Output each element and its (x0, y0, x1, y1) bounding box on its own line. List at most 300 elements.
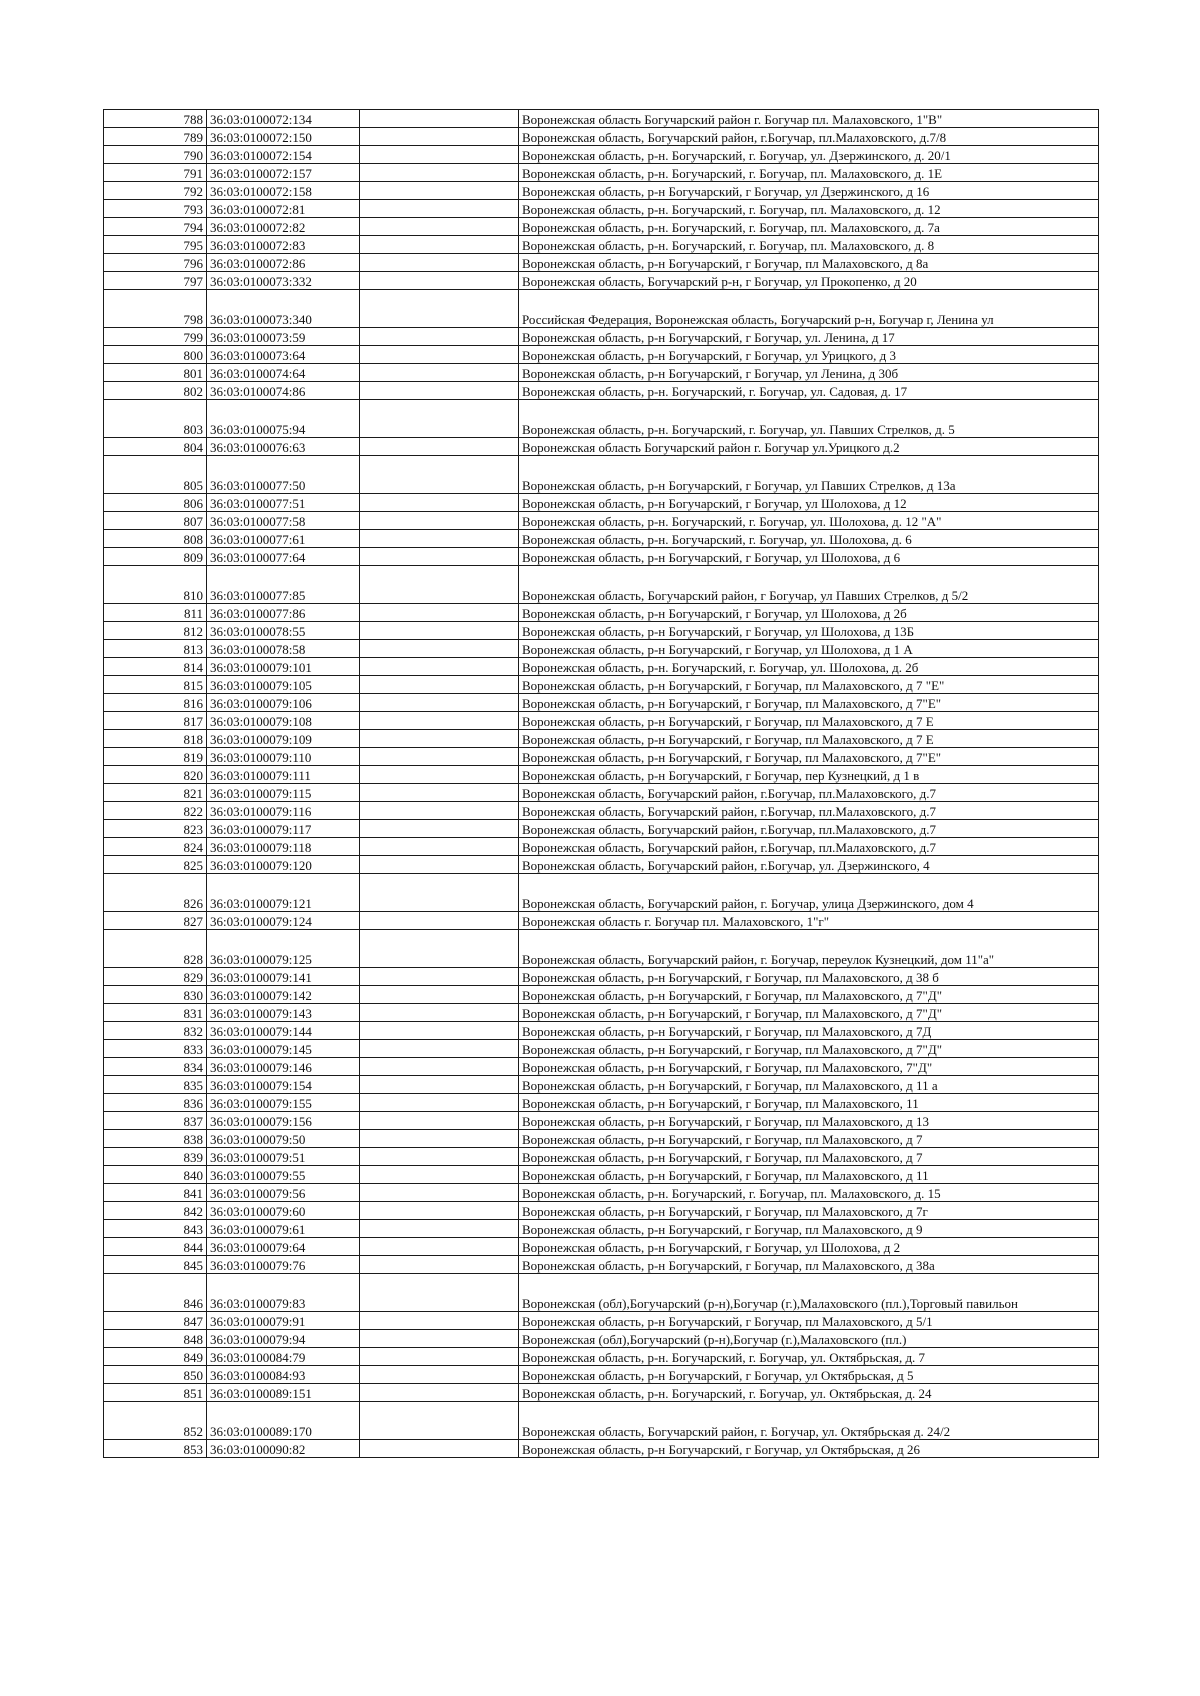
address: Воронежская область, Богучарский район, г.Богучар, ул. Дзержинского, 4 (519, 856, 1099, 874)
table-row (104, 1112, 1099, 1130)
cadastral-number: 36:03:0100072:150 (207, 128, 360, 146)
address: Воронежская область, Богучарский район, г.Богучар, пл.Малаховского, д.7/8 (519, 128, 1099, 146)
table-row (104, 694, 1099, 712)
table-row (104, 164, 1099, 182)
cadastral-number: 36:03:0100079:145 (207, 1040, 360, 1058)
address: Воронежская область, р-н Богучарский, г Богучар, ул. Ленина, д 17 (519, 328, 1099, 346)
table-row (104, 930, 1099, 968)
table-row (104, 438, 1099, 456)
address: Воронежская область, Богучарский район, г.Богучар, пл.Малаховского, д.7 (519, 820, 1099, 838)
row-number: 821 (104, 784, 207, 802)
cadastral-number: 36:03:0100072:83 (207, 236, 360, 254)
cadastral-number: 36:03:0100072:82 (207, 218, 360, 236)
address: Воронежская область, р-н Богучарский, г Богучар, пл Малаховского, д 7"Е" (519, 748, 1099, 766)
address: Воронежская область, Богучарский район, г. Богучар, улица Дзержинского, дом 4 (519, 874, 1099, 912)
cadastral-number: 36:03:0100084:93 (207, 1366, 360, 1384)
cadastral-number: 36:03:0100079:105 (207, 676, 360, 694)
table-row (104, 328, 1099, 346)
empty-cell (360, 364, 519, 382)
cadastral-number: 36:03:0100079:60 (207, 1202, 360, 1220)
table-row (104, 838, 1099, 856)
cadastral-number: 36:03:0100072:81 (207, 200, 360, 218)
empty-cell (360, 456, 519, 494)
table-row (104, 512, 1099, 530)
row-number: 788 (104, 110, 207, 128)
cadastral-number: 36:03:0100072:157 (207, 164, 360, 182)
row-number: 826 (104, 874, 207, 912)
empty-cell (360, 1366, 519, 1384)
cadastral-number: 36:03:0100079:109 (207, 730, 360, 748)
address: Воронежская область, р-н Богучарский, г Богучар, пл Малаховского, д 13 (519, 1112, 1099, 1130)
cadastral-number: 36:03:0100079:115 (207, 784, 360, 802)
address: Воронежская область, Богучарский район, г Богучар, ул Павших Стрелков, д 5/2 (519, 566, 1099, 604)
row-number: 808 (104, 530, 207, 548)
cadastral-number: 36:03:0100077:86 (207, 604, 360, 622)
empty-cell (360, 566, 519, 604)
table-row (104, 382, 1099, 400)
address: Воронежская область, р-н Богучарский, г Богучар, пл Малаховского, д 5/1 (519, 1312, 1099, 1330)
empty-cell (360, 400, 519, 438)
empty-cell (360, 272, 519, 290)
table-row (104, 110, 1099, 128)
table-row (104, 1184, 1099, 1202)
table-row (104, 1238, 1099, 1256)
row-number: 827 (104, 912, 207, 930)
cadastral-number: 36:03:0100073:64 (207, 346, 360, 364)
address: Воронежская область, р-н Богучарский, г Богучар, ул Шолохова, д 2 (519, 1238, 1099, 1256)
row-number: 807 (104, 512, 207, 530)
cadastral-number: 36:03:0100079:144 (207, 1022, 360, 1040)
empty-cell (360, 164, 519, 182)
cadastral-number: 36:03:0100076:63 (207, 438, 360, 456)
address: Воронежская область, Богучарский район, г. Богучар, ул. Октябрьская д. 24/2 (519, 1402, 1099, 1440)
cadastral-number: 36:03:0100079:142 (207, 986, 360, 1004)
table-row (104, 1312, 1099, 1330)
row-number: 832 (104, 1022, 207, 1040)
empty-cell (360, 622, 519, 640)
empty-cell (360, 146, 519, 164)
address: Воронежская область, р-н. Богучарский, г. Богучар, пл. Малаховского, д. 7а (519, 218, 1099, 236)
cadastral-number: 36:03:0100078:55 (207, 622, 360, 640)
address: Воронежская область, р-н Богучарский, г Богучар, ул Шолохова, д 2б (519, 604, 1099, 622)
table-row (104, 640, 1099, 658)
cadastral-number: 36:03:0100079:125 (207, 930, 360, 968)
empty-cell (360, 512, 519, 530)
address: Воронежская область, Богучарский район, г.Богучар, пл.Малаховского, д.7 (519, 838, 1099, 856)
cadastral-number: 36:03:0100077:61 (207, 530, 360, 548)
address: Воронежская область, р-н Богучарский, г Богучар, пл Малаховского, д 11 а (519, 1076, 1099, 1094)
row-number: 850 (104, 1366, 207, 1384)
address: Воронежская область, р-н. Богучарский, г. Богучар, ул. Садовая, д. 17 (519, 382, 1099, 400)
row-number: 820 (104, 766, 207, 784)
empty-cell (360, 802, 519, 820)
table-row (104, 730, 1099, 748)
row-number: 851 (104, 1384, 207, 1402)
row-number: 853 (104, 1440, 207, 1458)
cadastral-number: 36:03:0100077:50 (207, 456, 360, 494)
empty-cell (360, 968, 519, 986)
row-number: 817 (104, 712, 207, 730)
cadastral-number: 36:03:0100079:94 (207, 1330, 360, 1348)
table-row (104, 856, 1099, 874)
table-row (104, 1058, 1099, 1076)
cadastral-number: 36:03:0100079:91 (207, 1312, 360, 1330)
row-number: 790 (104, 146, 207, 164)
empty-cell (360, 218, 519, 236)
row-number: 798 (104, 290, 207, 328)
row-number: 809 (104, 548, 207, 566)
empty-cell (360, 382, 519, 400)
address: Воронежская область, р-н. Богучарский, г. Богучар, пл. Малаховского, д. 12 (519, 200, 1099, 218)
empty-cell (360, 110, 519, 128)
empty-cell (360, 236, 519, 254)
empty-cell (360, 712, 519, 730)
table-row (104, 1440, 1099, 1458)
empty-cell (360, 290, 519, 328)
cadastral-table (103, 109, 1099, 1458)
cadastral-number: 36:03:0100072:86 (207, 254, 360, 272)
empty-cell (360, 874, 519, 912)
row-number: 825 (104, 856, 207, 874)
row-number: 815 (104, 676, 207, 694)
address: Воронежская область, р-н. Богучарский, г. Богучар, ул. Дзержинского, д. 20/1 (519, 146, 1099, 164)
table-row (104, 548, 1099, 566)
table-row (104, 622, 1099, 640)
empty-cell (360, 730, 519, 748)
row-number: 844 (104, 1238, 207, 1256)
row-number: 837 (104, 1112, 207, 1130)
table-row (104, 530, 1099, 548)
cadastral-number: 36:03:0100079:108 (207, 712, 360, 730)
empty-cell (360, 1004, 519, 1022)
empty-cell (360, 494, 519, 512)
table-row (104, 1256, 1099, 1274)
row-number: 803 (104, 400, 207, 438)
table-row (104, 290, 1099, 328)
row-number: 812 (104, 622, 207, 640)
table-row (104, 1330, 1099, 1348)
address: Воронежская область, р-н Богучарский, г Богучар, пл Малаховского, д 7"Д" (519, 1004, 1099, 1022)
table-row (104, 400, 1099, 438)
row-number: 829 (104, 968, 207, 986)
table-row (104, 1274, 1099, 1312)
row-number: 799 (104, 328, 207, 346)
address: Воронежская область, р-н. Богучарский, г. Богучар, ул. Шолохова, д. 6 (519, 530, 1099, 548)
empty-cell (360, 1384, 519, 1402)
table-row (104, 1076, 1099, 1094)
row-number: 823 (104, 820, 207, 838)
empty-cell (360, 530, 519, 548)
cadastral-number: 36:03:0100078:58 (207, 640, 360, 658)
empty-cell (360, 1076, 519, 1094)
row-number: 795 (104, 236, 207, 254)
address: Воронежская область, р-н Богучарский, г Богучар, пл Малаховского, д 7 (519, 1130, 1099, 1148)
address: Воронежская область, р-н Богучарский, г Богучар, пл Малаховского, 11 (519, 1094, 1099, 1112)
empty-cell (360, 328, 519, 346)
cadastral-number: 36:03:0100079:143 (207, 1004, 360, 1022)
cadastral-number: 36:03:0100077:85 (207, 566, 360, 604)
row-number: 839 (104, 1148, 207, 1166)
cadastral-number: 36:03:0100079:101 (207, 658, 360, 676)
cadastral-number: 36:03:0100073:59 (207, 328, 360, 346)
table-row (104, 146, 1099, 164)
table-row (104, 1148, 1099, 1166)
address: Воронежская область, р-н Богучарский, г Богучар, ул Дзержинского, д 16 (519, 182, 1099, 200)
table-row (104, 1040, 1099, 1058)
cadastral-number: 36:03:0100077:51 (207, 494, 360, 512)
row-number: 846 (104, 1274, 207, 1312)
address: Воронежская (обл),Богучарский (р-н),Богучар (г.),Малаховского (пл.),Торговый павильон (519, 1274, 1099, 1312)
row-number: 840 (104, 1166, 207, 1184)
address: Воронежская область г. Богучар пл. Малаховского, 1"г" (519, 912, 1099, 930)
address: Воронежская область, р-н Богучарский, г Богучар, пл Малаховского, д 38а (519, 1256, 1099, 1274)
empty-cell (360, 1112, 519, 1130)
address: Воронежская (обл),Богучарский (р-н),Богучар (г.),Малаховского (пл.) (519, 1330, 1099, 1348)
table-row (104, 182, 1099, 200)
row-number: 841 (104, 1184, 207, 1202)
row-number: 791 (104, 164, 207, 182)
empty-cell (360, 658, 519, 676)
row-number: 831 (104, 1004, 207, 1022)
empty-cell (360, 1148, 519, 1166)
table-row (104, 236, 1099, 254)
empty-cell (360, 838, 519, 856)
row-number: 842 (104, 1202, 207, 1220)
cadastral-number: 36:03:0100079:146 (207, 1058, 360, 1076)
row-number: 789 (104, 128, 207, 146)
address: Воронежская область, р-н. Богучарский, г. Богучар, ул. Октябрьская, д. 24 (519, 1384, 1099, 1402)
cadastral-number: 36:03:0100079:110 (207, 748, 360, 766)
table-row (104, 1130, 1099, 1148)
row-number: 800 (104, 346, 207, 364)
row-number: 830 (104, 986, 207, 1004)
address: Воронежская область, р-н Богучарский, г Богучар, ул Ленина, д 30б (519, 364, 1099, 382)
table-row (104, 218, 1099, 236)
address: Воронежская область, р-н Богучарский, г Богучар, ул Павших Стрелков, д 13а (519, 456, 1099, 494)
empty-cell (360, 912, 519, 930)
cadastral-number: 36:03:0100079:55 (207, 1166, 360, 1184)
address: Воронежская область, Богучарский р-н, г Богучар, ул Прокопенко, д 20 (519, 272, 1099, 290)
address: Воронежская область, р-н Богучарский, г Богучар, пл Малаховского, д 7 "Е" (519, 676, 1099, 694)
cadastral-number: 36:03:0100089:151 (207, 1384, 360, 1402)
table-row (104, 658, 1099, 676)
address: Воронежская область Богучарский район г. Богучар пл. Малаховского, 1"В" (519, 110, 1099, 128)
row-number: 838 (104, 1130, 207, 1148)
table-row (104, 766, 1099, 784)
empty-cell (360, 640, 519, 658)
cadastral-number: 36:03:0100079:76 (207, 1256, 360, 1274)
address: Воронежская область, р-н Богучарский, г Богучар, пл Малаховского, д 7 Е (519, 730, 1099, 748)
table-row (104, 494, 1099, 512)
table-row (104, 364, 1099, 382)
empty-cell (360, 1166, 519, 1184)
table-row (104, 1022, 1099, 1040)
row-number: 811 (104, 604, 207, 622)
empty-cell (360, 766, 519, 784)
row-number: 819 (104, 748, 207, 766)
row-number: 810 (104, 566, 207, 604)
address: Воронежская область, р-н Богучарский, г Богучар, ул Октябрьская, д 5 (519, 1366, 1099, 1384)
address: Воронежская область, р-н Богучарский, г Богучар, ул Шолохова, д 12 (519, 494, 1099, 512)
empty-cell (360, 986, 519, 1004)
cadastral-number: 36:03:0100079:116 (207, 802, 360, 820)
row-number: 835 (104, 1076, 207, 1094)
empty-cell (360, 346, 519, 364)
row-number: 828 (104, 930, 207, 968)
empty-cell (360, 820, 519, 838)
address: Воронежская область, р-н. Богучарский, г. Богучар, ул. Октябрьская, д. 7 (519, 1348, 1099, 1366)
empty-cell (360, 856, 519, 874)
empty-cell (360, 1094, 519, 1112)
address: Воронежская область, р-н Богучарский, г Богучар, пл Малаховского, д 8а (519, 254, 1099, 272)
address: Воронежская область, р-н Богучарский, г Богучар, пер Кузнецкий, д 1 в (519, 766, 1099, 784)
row-number: 833 (104, 1040, 207, 1058)
row-number: 822 (104, 802, 207, 820)
address: Воронежская область, р-н Богучарский, г Богучар, ул Шолохова, д 1 А (519, 640, 1099, 658)
empty-cell (360, 1402, 519, 1440)
empty-cell (360, 1312, 519, 1330)
address: Воронежская область, р-н. Богучарский, г. Богучар, пл. Малаховского, д. 1Е (519, 164, 1099, 182)
address: Воронежская область, р-н. Богучарский, г. Богучар, ул. Шолохова, д. 12 "А" (519, 512, 1099, 530)
row-number: 801 (104, 364, 207, 382)
address: Воронежская область, р-н Богучарский, г Богучар, пл Малаховского, д 7г (519, 1202, 1099, 1220)
row-number: 796 (104, 254, 207, 272)
table-row (104, 968, 1099, 986)
row-number: 814 (104, 658, 207, 676)
row-number: 818 (104, 730, 207, 748)
empty-cell (360, 548, 519, 566)
table-row (104, 604, 1099, 622)
table-row (104, 200, 1099, 218)
cadastral-number: 36:03:0100072:158 (207, 182, 360, 200)
row-number: 802 (104, 382, 207, 400)
cadastral-number: 36:03:0100090:82 (207, 1440, 360, 1458)
cadastral-number: 36:03:0100079:117 (207, 820, 360, 838)
empty-cell (360, 676, 519, 694)
empty-cell (360, 748, 519, 766)
address: Воронежская область, Богучарский район, г. Богучар, переулок Кузнецкий, дом 11"а" (519, 930, 1099, 968)
empty-cell (360, 1220, 519, 1238)
row-number: 852 (104, 1402, 207, 1440)
table-row (104, 566, 1099, 604)
empty-cell (360, 182, 519, 200)
cadastral-number: 36:03:0100089:170 (207, 1402, 360, 1440)
empty-cell (360, 128, 519, 146)
cadastral-number: 36:03:0100073:340 (207, 290, 360, 328)
cadastral-number: 36:03:0100079:106 (207, 694, 360, 712)
cadastral-number: 36:03:0100074:64 (207, 364, 360, 382)
cadastral-number: 36:03:0100079:154 (207, 1076, 360, 1094)
row-number: 804 (104, 438, 207, 456)
cadastral-number: 36:03:0100079:124 (207, 912, 360, 930)
row-number: 843 (104, 1220, 207, 1238)
table-row (104, 272, 1099, 290)
address: Российская Федерация, Воронежская область, Богучарский р-н, Богучар г, Ленина ул (519, 290, 1099, 328)
row-number: 847 (104, 1312, 207, 1330)
row-number: 824 (104, 838, 207, 856)
address: Воронежская область, р-н Богучарский, г Богучар, пл Малаховского, д 7 (519, 1148, 1099, 1166)
table-row (104, 820, 1099, 838)
row-number: 845 (104, 1256, 207, 1274)
address: Воронежская область, р-н Богучарский, г Богучар, пл Малаховского, д 9 (519, 1220, 1099, 1238)
cadastral-number: 36:03:0100074:86 (207, 382, 360, 400)
row-number: 793 (104, 200, 207, 218)
address: Воронежская область, р-н Богучарский, г Богучар, ул Шолохова, д 6 (519, 548, 1099, 566)
row-number: 794 (104, 218, 207, 236)
cadastral-number: 36:03:0100079:121 (207, 874, 360, 912)
address: Воронежская область, р-н Богучарский, г Богучар, пл Малаховского, д 38 б (519, 968, 1099, 986)
cadastral-number: 36:03:0100077:64 (207, 548, 360, 566)
row-number: 834 (104, 1058, 207, 1076)
empty-cell (360, 1440, 519, 1458)
address: Воронежская область, р-н Богучарский, г Богучар, пл Малаховского, д 7"Е" (519, 694, 1099, 712)
cadastral-number: 36:03:0100075:94 (207, 400, 360, 438)
address: Воронежская область, Богучарский район, г.Богучар, пл.Малаховского, д.7 (519, 784, 1099, 802)
table-row (104, 1220, 1099, 1238)
table-row (104, 1402, 1099, 1440)
address: Воронежская область, р-н. Богучарский, г. Богучар, пл. Малаховского, д. 8 (519, 236, 1099, 254)
empty-cell (360, 1256, 519, 1274)
cadastral-number: 36:03:0100079:141 (207, 968, 360, 986)
cadastral-number: 36:03:0100079:50 (207, 1130, 360, 1148)
cadastral-number: 36:03:0100084:79 (207, 1348, 360, 1366)
address: Воронежская область, р-н Богучарский, г Богучар, ул Октябрьская, д 26 (519, 1440, 1099, 1458)
address: Воронежская область, р-н Богучарский, г Богучар, пл Малаховского, д 7"Д" (519, 986, 1099, 1004)
address: Воронежская область, р-н Богучарский, г Богучар, пл Малаховского, д 7Д (519, 1022, 1099, 1040)
address: Воронежская область Богучарский район г. Богучар ул.Урицкого д.2 (519, 438, 1099, 456)
row-number: 806 (104, 494, 207, 512)
cadastral-number: 36:03:0100079:61 (207, 1220, 360, 1238)
empty-cell (360, 1058, 519, 1076)
cadastral-number: 36:03:0100073:332 (207, 272, 360, 290)
cadastral-number: 36:03:0100079:155 (207, 1094, 360, 1112)
table-row (104, 254, 1099, 272)
table-row (104, 1366, 1099, 1384)
empty-cell (360, 1040, 519, 1058)
table-row (104, 128, 1099, 146)
row-number: 797 (104, 272, 207, 290)
table-row (104, 784, 1099, 802)
row-number: 848 (104, 1330, 207, 1348)
table-row (104, 874, 1099, 912)
empty-cell (360, 1274, 519, 1312)
row-number: 792 (104, 182, 207, 200)
address: Воронежская область, р-н Богучарский, г Богучар, пл Малаховского, д 11 (519, 1166, 1099, 1184)
empty-cell (360, 254, 519, 272)
empty-cell (360, 930, 519, 968)
cadastral-number: 36:03:0100079:111 (207, 766, 360, 784)
row-number: 849 (104, 1348, 207, 1366)
empty-cell (360, 200, 519, 218)
address: Воронежская область, Богучарский район, г.Богучар, пл.Малаховского, д.7 (519, 802, 1099, 820)
table-row (104, 676, 1099, 694)
empty-cell (360, 1130, 519, 1148)
table-body (104, 110, 1099, 1458)
empty-cell (360, 784, 519, 802)
address: Воронежская область, р-н. Богучарский, г. Богучар, пл. Малаховского, д. 15 (519, 1184, 1099, 1202)
cadastral-number: 36:03:0100079:64 (207, 1238, 360, 1256)
address: Воронежская область, р-н Богучарский, г Богучар, пл Малаховского, д 7 Е (519, 712, 1099, 730)
cadastral-number: 36:03:0100072:134 (207, 110, 360, 128)
cadastral-number: 36:03:0100072:154 (207, 146, 360, 164)
table-row (104, 748, 1099, 766)
cadastral-number: 36:03:0100079:51 (207, 1148, 360, 1166)
empty-cell (360, 1022, 519, 1040)
empty-cell (360, 1330, 519, 1348)
cadastral-number: 36:03:0100079:120 (207, 856, 360, 874)
empty-cell (360, 604, 519, 622)
address: Воронежская область, р-н Богучарский, г Богучар, пл Малаховского, д 7"Д" (519, 1040, 1099, 1058)
